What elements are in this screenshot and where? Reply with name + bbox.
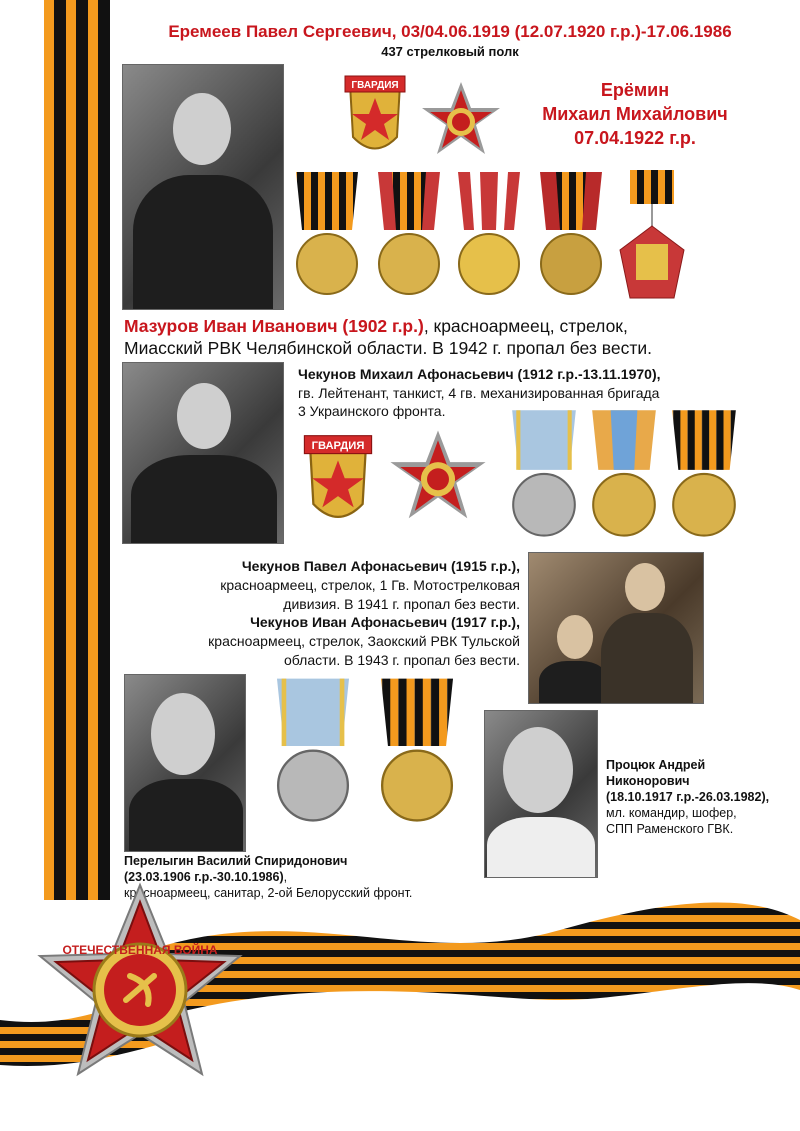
protsyuk-line2: Никонорович xyxy=(606,774,690,788)
medal-jubilee-30-years-icon xyxy=(452,172,526,300)
chekunov-ivan-line2: красноармеец, стрелок, Заокский РВК Тульской xyxy=(208,633,520,649)
order-patriotic-war-icon xyxy=(420,80,502,162)
perelygin-name: Перелыгин Василий Спиридонович xyxy=(124,854,348,868)
svg-text:ГВАРДИЯ: ГВАРДИЯ xyxy=(311,440,365,453)
perelygin-dates: (23.03.1906 г.р.-30.10.1986) xyxy=(124,870,284,884)
mazurov-line1 xyxy=(124,316,784,337)
chekunov-ivan-name: Чекунов Иван Афонасьевич (1917 г.р.), xyxy=(250,614,520,630)
medal-victory-over-germany-icon xyxy=(290,172,364,300)
medal-victory-over-germany-icon-2 xyxy=(666,408,742,544)
chekunov-mikhail-name: Чекунов Михаил Афонасьевич (1912 г.р.-13.11.1970), xyxy=(298,366,661,382)
chekunov-pavel-name: Чекунов Павел Афонасьевич (1915 г.р.), xyxy=(241,558,520,574)
medal-for-battle-merit-icon-2 xyxy=(270,678,356,828)
regiment-line: 437 стрелковый полк xyxy=(381,44,519,59)
medal-for-battle-merit-icon xyxy=(506,408,582,544)
photo-perelygin xyxy=(124,674,246,852)
perelygin-line3: красноармеец, санитар, 2-ой Белорусский фронт. xyxy=(124,886,413,900)
chekunov-mikhail-line2: гв. Лейтенант, танкист, 4 гв. механизированная бригада xyxy=(298,385,660,401)
photo-chekunov-mikhail xyxy=(122,362,284,544)
guard-badge-icon xyxy=(335,62,415,162)
eremeev-name-line: Еремеев Павел Сергеевич, 03/04.06.1919 (12.07.1920 г.р.)-17.06.1986 xyxy=(168,22,732,41)
protsyuk-line5: СПП Раменского ГВК. xyxy=(606,822,734,836)
order-ring-text: ОТЕЧЕСТВЕННАЯ ВОЙНА xyxy=(62,943,218,957)
svg-text:ГВАРДИЯ: ГВАРДИЯ xyxy=(351,80,399,91)
photo-eremeev xyxy=(122,64,284,310)
photo-chekunov-brothers xyxy=(528,552,704,704)
mazurov-rank: , красноармеец, стрелок, xyxy=(423,316,628,336)
perelygin-comma: , xyxy=(283,870,288,884)
eremin-line1: Ерёмин xyxy=(600,80,670,100)
medal-capture-of-budapest-icon xyxy=(586,408,662,544)
protsyuk-line4: мл. командир, шофер, xyxy=(606,806,737,820)
chekunov-ivan-line3: области. В 1943 г. пропал без вести. xyxy=(284,652,520,668)
mazurov-name: Мазуров Иван Иванович (1902 г.р.) xyxy=(124,316,424,336)
chekunov-pavel-line3: дивизия. В 1941 г. пропал без вести. xyxy=(283,596,520,612)
eremin-line3: 07.04.1922 г.р. xyxy=(574,128,696,148)
medal-jubilee-20-years-icon xyxy=(372,172,446,300)
chekunov-mikhail-line3: 3 Украинского фронта. xyxy=(298,403,446,419)
badge-veteran-icon xyxy=(616,170,688,302)
order-patriotic-war-icon-2 xyxy=(388,428,488,528)
bottom-decoration xyxy=(0,880,800,1131)
medal-jubilee-40-years-icon xyxy=(534,172,608,300)
chekunov-pavel-line2: красноармеец, стрелок, 1 Гв. Мотострелковая xyxy=(220,577,520,593)
photo-protsyuk xyxy=(484,710,598,878)
protsyuk-line3: (18.10.1917 г.р.-26.03.1982), xyxy=(606,790,770,804)
mazurov-line2: Миасский РВК Челябинской области. В 1942 г. пропал без вести. xyxy=(124,338,652,358)
protsyuk-line1: Процюк Андрей xyxy=(606,758,706,772)
st-george-ribbon-vertical xyxy=(44,0,110,900)
eremin-line2: Михаил Михайлович xyxy=(542,104,728,124)
guard-badge-icon-2 xyxy=(293,420,383,532)
medal-victory-over-germany-icon-3 xyxy=(374,678,460,828)
